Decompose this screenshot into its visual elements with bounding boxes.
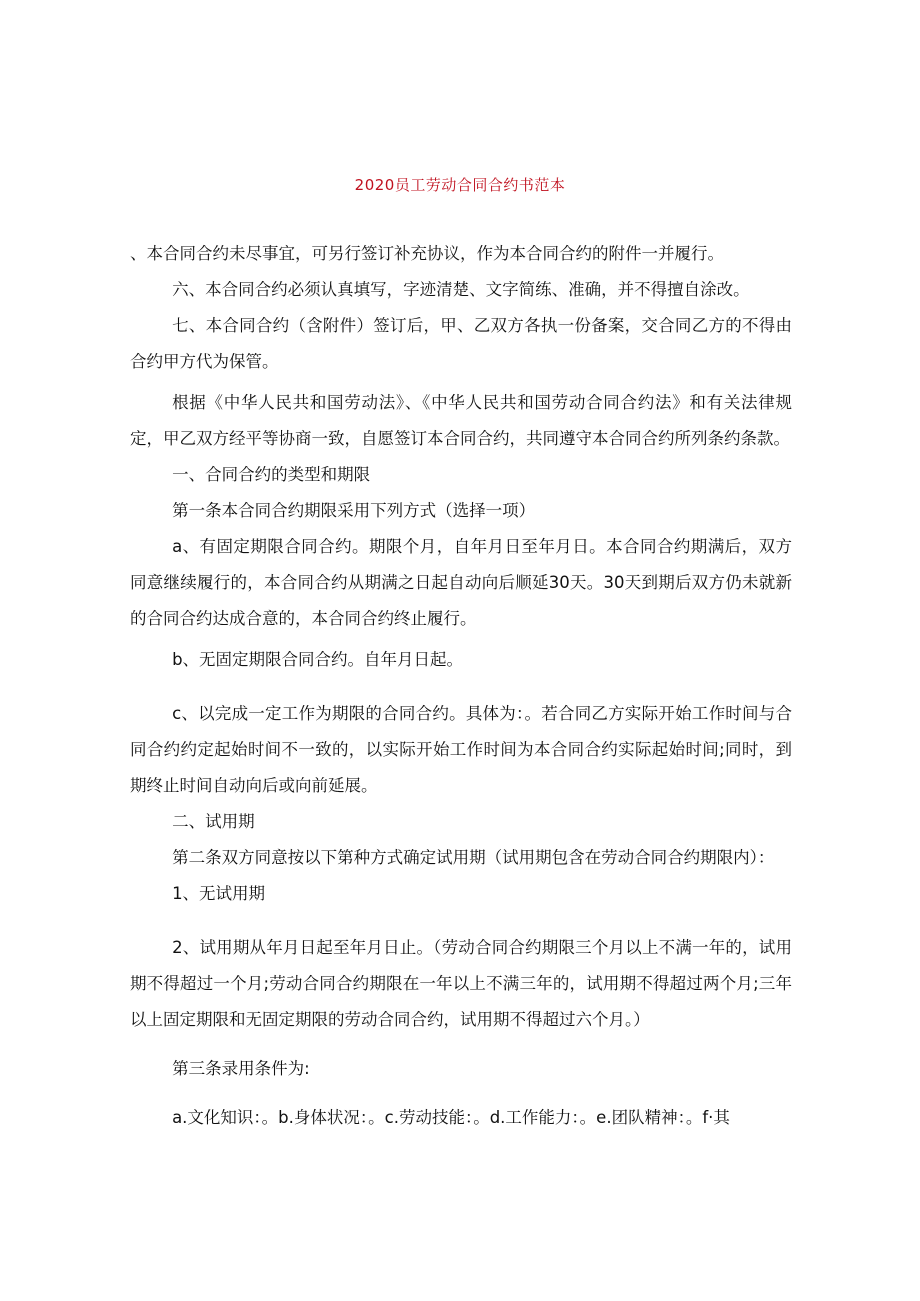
document-body [130,236,792,1136]
section-heading-probation: 二、试用期 [172,812,255,831]
option-b-open-term: b、无固定期限合同合约。自年月日起。 [172,650,464,669]
paragraph-legal-basis: 根据《中华人民共和国劳动法》、《中华人民共和国劳动合同合约法》和有关法律规定，甲乙双方经平等协商一致，自愿签订本合同合约，共同遵守本合同合约所列条约条款。 [130,393,792,448]
option-a-fixed-term: a、有固定期限合同合约。期限个月，自年月日至年月日。本合同合约期满后，双方同意继续履行的，本合同合约从期满之日起自动向后顺延30天。30天到期后双方仍未就新的合同合约达成合意的，本合同合约终止履行。 [130,537,792,628]
section-heading-contract-type: 一、合同合约的类型和期限 [172,465,371,484]
paragraph-item-six: 六、本合同合约必须认真填写，字迹清楚、文字简练、准确，并不得擅自涂改。 [172,280,750,299]
probation-option-two: 2、试用期从年月日起至年月日止。（劳动合同合约期限三个月以上不满一年的，试用期不得超过一个月;劳动合同合约期限在一年以上不满三年的，试用期不得超过两个月;三年以上固定期限和无固定期限的劳动合同合约，试用期不得超过六个月。） [130,938,792,1029]
article-one: 第一条本合同合约期限采用下列方式（选择一项） [172,501,536,520]
document-title: 2020员工劳动合同合约书范本 [354,176,566,194]
paragraph-supplement-agreement: 、本合同合约未尽事宜，可另行签订补充协议，作为本合同合约的附件一并履行。 [130,244,724,263]
hiring-conditions-list: a.文化知识：。b.身体状况：。c.劳动技能：。d.工作能力：。e.团队精神：。f·其 [172,1108,730,1127]
article-three: 第三条录用条件为: [172,1059,310,1078]
article-two: 第二条双方同意按以下第种方式确定试用期（试用期包含在劳动合同合约期限内）： [172,848,775,867]
probation-option-one: 1、无试用期 [172,884,266,903]
option-c-task-based: c、以完成一定工作为期限的合同合约。具体为：。若合同乙方实际开始工作时间与合同合约约定起始时间不一致的，以实际开始工作时间为本合同合约实际起始时间;同时，到期终止时间自动向后或向前延展。 [130,704,792,795]
paragraph-item-seven: 七、本合同合约（含附件）签订后，甲、乙双方各执一份备案，交合同乙方的不得由合约甲方代为保管。 [130,316,792,371]
